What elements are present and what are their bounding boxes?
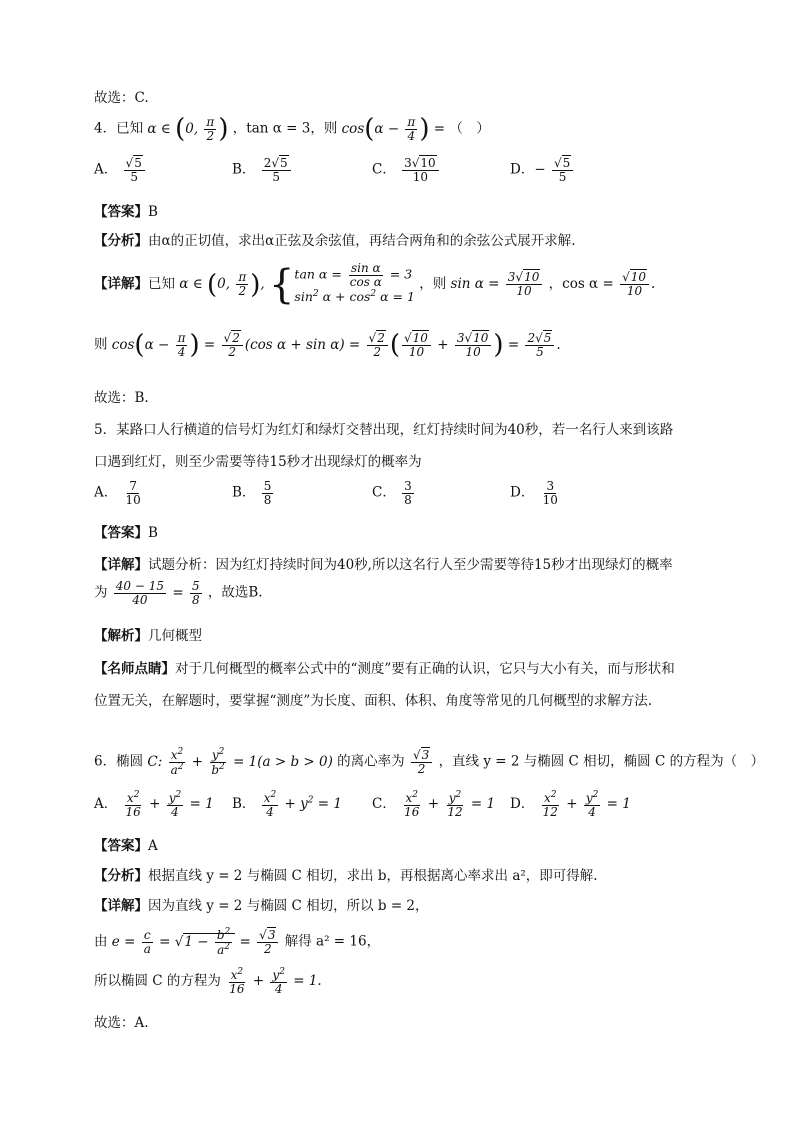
q5-tip-line1 xyxy=(94,657,675,677)
q6-option-d: D． $\frac{x^2}{12}$ + $\frac{y^2}{4}$ = 1 xyxy=(510,790,631,819)
q6-analysis-tag: 【 分析 】 xyxy=(94,868,148,884)
q6-option-b: B． $\frac{x^2}{4}$ + $y^2 = 1$ xyxy=(232,790,342,819)
q6-prefix: 6．椭圆 xyxy=(94,753,144,770)
q4-option-c-label: C． xyxy=(372,161,396,178)
q6-question xyxy=(94,748,764,776)
q6-eccentricity-calc: e = $\frac{c}{a}$ = √1 − $\frac{b^2}{a^2}$ = $\frac{√3}{2}$ xyxy=(112,934,281,950)
q4-option-c: C． $\frac{3√10}{10}$ xyxy=(372,157,441,183)
q4-answer-tag: 【 答案 】 xyxy=(94,204,148,220)
q5-detail xyxy=(94,553,673,573)
q4-option-a-label: A． xyxy=(94,161,118,178)
q6-ellipse-expr: C: $\frac{x^2}{a^2}$ + $\frac{y^2}{b^2}$ = 1(a > b > 0) xyxy=(147,747,333,777)
q5-calc-expr: $\frac{40 - 15}{40}$ = $\frac{5}{8}$ xyxy=(115,579,200,607)
q5-option-a: A． $\frac{7}{10}$ xyxy=(94,479,141,507)
q4-detail-system: { tan α = $\frac{\text{sin α}}{\text{cos α}}$ = 3 $\sin^2 \alpha + \cos^2 \alpha = 1$ xyxy=(268,261,415,308)
q6-option-c-label: C． xyxy=(372,796,396,813)
q6-detail-tag: 【 详解 】 xyxy=(94,898,148,914)
q5-for: 为 xyxy=(94,584,108,601)
q6-conclusion: 故选：A. xyxy=(94,1015,149,1031)
q4-conclusion: 故选：B. xyxy=(94,390,149,406)
q6-from-label: 由 xyxy=(94,933,108,950)
q5-for-tail: ，故选B. xyxy=(207,584,263,601)
q4-compute-expr: cos(α − $\frac{\pi}{4}$ ) = $\frac{√2}{2}$ (cos α + sin α) = $\frac{√2}{2}$ ( $\frac{√10}{10}$ + $\frac{3√10}{10}$ ) = $\frac{2√5}{5}$ . xyxy=(111,330,561,361)
q5-parse-text: 几何概型 xyxy=(148,628,202,644)
q6-option-a: A． $\frac{x^2}{16}$ + $\frac{y^2}{4}$ = 1 xyxy=(94,790,214,819)
q6-option-b-label: B． xyxy=(232,796,256,813)
q6-from xyxy=(94,928,380,956)
q4-option-d: D．− $\frac{√5}{5}$ xyxy=(510,157,575,183)
q4-compute xyxy=(94,330,561,361)
q5-parse xyxy=(94,624,202,644)
q5-answer-value: B xyxy=(148,525,158,541)
q6-mid: 的离心率为 xyxy=(337,753,405,770)
q4-option-b-label: B． xyxy=(232,161,256,178)
q5-detail-text: 试题分析：因为红灯持续时间为40秒,所以这名行人至少需要等待15秒才出现绿灯的概率 xyxy=(148,557,673,573)
q5-option-d: D． $\frac{3}{10}$ xyxy=(510,479,558,507)
q5-answer xyxy=(94,521,158,541)
q4-detail-interval: α ∈ (0, $\frac{\pi}{2}$ ), xyxy=(179,269,265,300)
q4-analysis-tag: 【 分析 】 xyxy=(94,233,148,249)
q4-alpha-interval: α ∈ (0, $\frac{\pi}{2}$ ) xyxy=(147,114,229,145)
q6-answer xyxy=(94,834,158,854)
q4-option-d-label: D．− xyxy=(510,161,546,178)
q5-parse-tag: 【 解析 】 xyxy=(94,628,148,644)
q4-option-a: A． $\frac{√5}{5}$ xyxy=(94,157,147,183)
q5-tip-tag: 【 名师点睛 】 xyxy=(94,661,175,677)
q4-detail-mid: ，则 xyxy=(419,276,447,293)
q5-tip-line2: 位置无关，在解题时，要掌握“测度”为长度、面积、体积、角度等常见的几何概型的求解方法. xyxy=(94,693,653,709)
q4-answer-value: B xyxy=(148,204,158,220)
q4-detail xyxy=(94,262,655,307)
q6-detail-text: 因为直线 y = 2 与椭圆 C 相切，所以 b = 2， xyxy=(148,898,429,914)
q5-text-line1: 5．某路口人行横道的信号灯为红灯和绿灯交替出现，红灯持续时间为40秒，若一名行人来到该路 xyxy=(94,422,674,438)
q4-detail-cos: $\frac{√10}{10}$ . xyxy=(622,270,656,299)
q6-detail xyxy=(94,894,429,914)
q6-answer-tag: 【 答案 】 xyxy=(94,838,148,854)
q4-detail-tag: 【 详解 】 xyxy=(94,276,148,292)
q6-so xyxy=(94,968,322,995)
q6-option-a-label: A． xyxy=(94,796,118,813)
q5-answer-tag: 【 答案 】 xyxy=(94,525,148,541)
q5-detail-tag: 【 详解 】 xyxy=(94,557,148,573)
q5-option-a-label: A． xyxy=(94,484,118,501)
q5-option-c: C． $\frac{3}{8}$ xyxy=(372,479,412,507)
q5-text-line2: 口遇到红灯，则至少需要等待15秒才出现绿灯的概率为 xyxy=(94,454,422,470)
q4-tail: （ ） xyxy=(449,120,490,137)
q4-detail-sin: sin α = $\frac{3√10}{10}$ xyxy=(451,276,545,292)
q4-target-expr: cos(α − $\frac{\pi}{4}$ ) = xyxy=(341,114,446,145)
q5-option-b: B． $\frac{5}{8}$ xyxy=(232,479,272,507)
q4-mid: ，tan α = 3，则 xyxy=(232,120,338,137)
q4-analysis-text: 由α的正切值，求出α正弦及余弦值，再结合两角和的余弦公式展开求解. xyxy=(148,233,576,249)
q5-option-d-label: D． xyxy=(510,484,535,501)
q6-analysis xyxy=(94,864,598,884)
q6-analysis-text: 根据直线 y = 2 与椭圆 C 相切，求出 b，再根据离心率求出 a²，即可得解. xyxy=(148,868,598,884)
q6-result-eq: $\frac{x^2}{16}$ + $\frac{y^2}{4}$ = 1. xyxy=(229,967,322,996)
q3-conclusion: 故选：C. xyxy=(94,90,149,106)
q6-eccentricity: $\frac{√3}{2}$ xyxy=(409,754,434,770)
q6-mid2: ，直线 y = 2 与椭圆 C 相切，椭圆 C 的方程为（ ） xyxy=(438,753,765,770)
q5-option-b-label: B． xyxy=(232,484,256,501)
q6-from-tail: 解得 a² = 16， xyxy=(284,933,381,950)
q6-so-label: 所以椭圆 C 的方程为 xyxy=(94,973,221,990)
q4-prefix: 4．已知 xyxy=(94,120,144,137)
q4-detail-pre: 已知 xyxy=(148,276,175,293)
q4-then: 则 xyxy=(94,336,108,353)
q4-detail-cos-label: ，cos α = xyxy=(548,276,614,293)
q6-option-d-label: D． xyxy=(510,796,535,813)
q5-calc xyxy=(94,580,263,606)
q6-option-c: C． $\frac{x^2}{16}$ + $\frac{y^2}{12}$ = 1 xyxy=(372,790,496,819)
q4-option-b: B． $\frac{2√5}{5}$ xyxy=(232,157,293,183)
q4-analysis xyxy=(94,229,576,249)
q4-question xyxy=(94,114,490,145)
q5-tip-text1: 对于几何概型的概率公式中的“测度”要有正确的认识，它只与大小有关，而与形状和 xyxy=(175,661,675,677)
q4-answer xyxy=(94,200,158,220)
q5-option-c-label: C． xyxy=(372,484,396,501)
q6-answer-value: A xyxy=(148,838,158,854)
